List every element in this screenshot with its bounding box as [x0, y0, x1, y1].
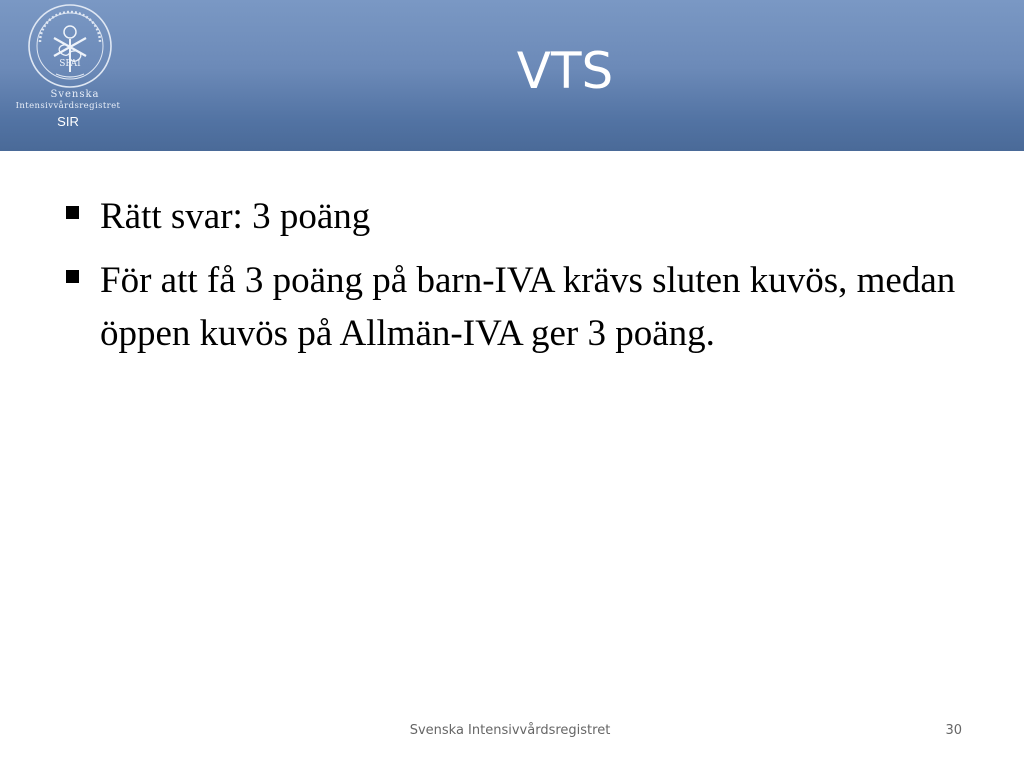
bullet-text: Rätt svar: 3 poäng [100, 196, 371, 237]
spai-seal-emblem-icon [26, 2, 114, 90]
square-bullet-icon [66, 270, 79, 283]
svg-text:SPAI: SPAI [59, 59, 81, 69]
logo-text-registry: Intensivvårdsregistret [15, 101, 121, 111]
bullet-list [62, 190, 962, 371]
logo-text-svenska: Svenska [50, 89, 100, 100]
list-item [62, 254, 962, 360]
page-number: 30 [945, 723, 962, 738]
list-item [62, 190, 962, 243]
square-bullet-icon [66, 206, 79, 219]
bullet-text: För att få 3 poäng på barn-IVA krävs sluten kuvös, medan öppen kuvös på Allmän-IVA ger 3 poäng. [100, 260, 956, 354]
logo-text-sir: SIR [57, 114, 79, 129]
title-bar [0, 0, 1024, 151]
slide-title: VTS [516, 42, 614, 100]
sir-logo [0, 0, 150, 140]
footer-text: Svenska Intensivvårdsregistret [409, 723, 611, 738]
